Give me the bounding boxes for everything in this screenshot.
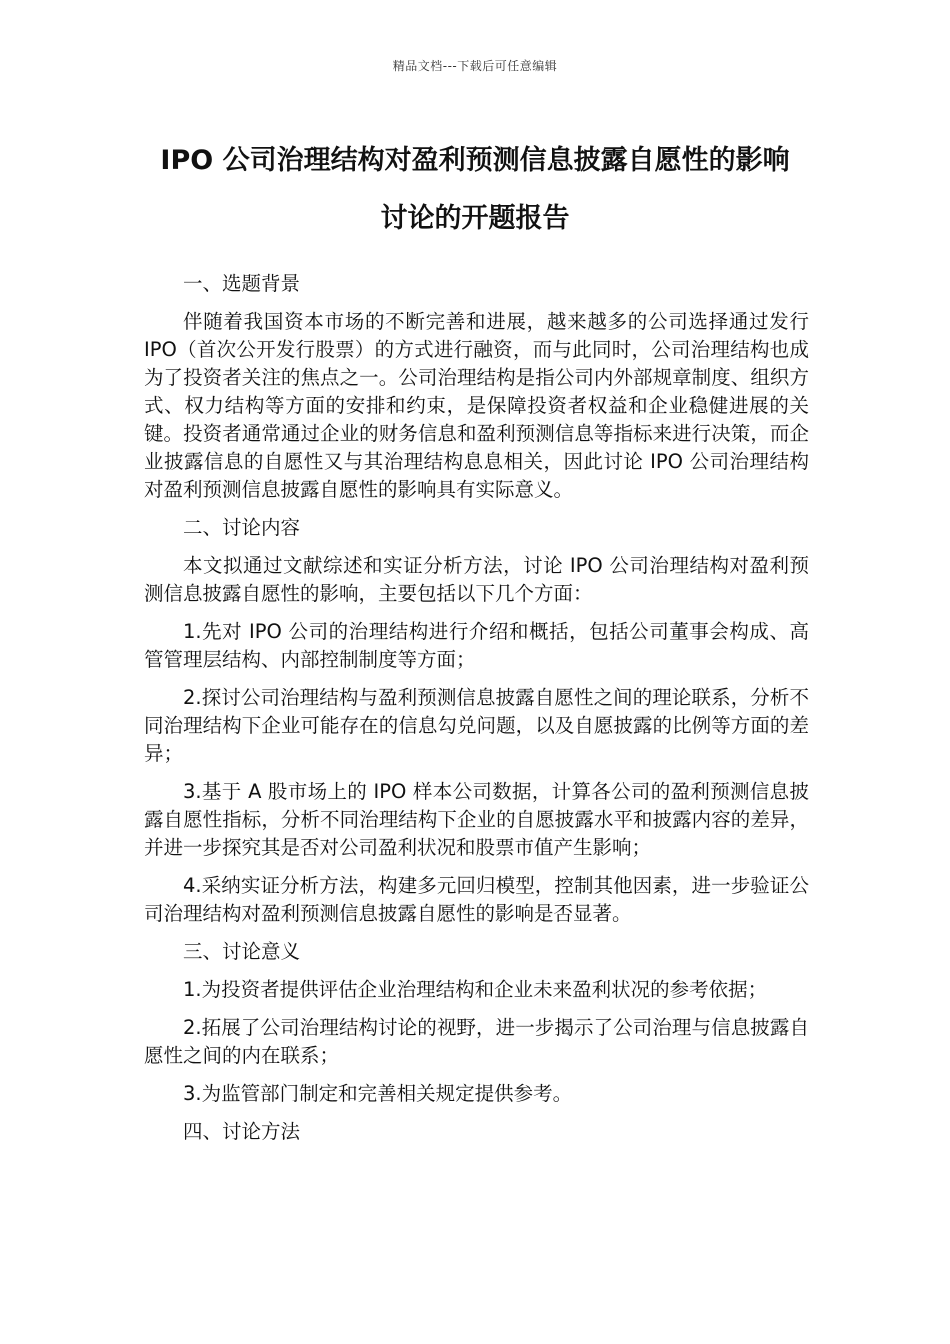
significance-item-2: 2.拓展了公司治理结构讨论的视野，进一步揭示了公司治理与信息披露自愿性之间的内在联系；: [144, 1016, 809, 1067]
section-heading-significance: 三、讨论意义: [183, 940, 301, 963]
content-item-4: 4.采纳实证分析方法，构建多元回归模型，控制其他因素，进一步验证公司治理结构对盈利预测信息披露自愿性的影响是否显著。: [144, 874, 809, 925]
document-title-line-2: 讨论的开题报告: [380, 203, 570, 234]
section-heading-method: 四、讨论方法: [183, 1120, 301, 1143]
content-intro-paragraph: 本文拟通过文献综述和实证分析方法，讨论 IPO 公司治理结构对盈利预测信息披露自愿性的影响，主要包括以下几个方面：: [144, 554, 809, 605]
section-heading-content: 二、讨论内容: [183, 516, 301, 539]
document-body: [144, 270, 809, 1156]
background-paragraph: 伴随着我国资本市场的不断完善和进展，越来越多的公司选择通过发行 IPO（首次公开发行股票）的方式进行融资，而与此同时，公司治理结构也成为了投资者关注的焦点之一。公司治理结构是指公司内外部规章制度、组织方式、权力结构等方面的安排和约束，是保障投资者权益和企业稳健进展的关键。投资者通常通过企业的财务信息和盈利预测信息等指标来进行决策，而企业披露信息的自愿性又与其治理结构息息相关，因此讨论 IPO 公司治理结构对盈利预测信息披露自愿性的影响具有实际意义。: [144, 310, 809, 501]
content-item-1: 1.先对 IPO 公司的治理结构进行介绍和概括，包括公司董事会构成、高管管理层结构、内部控制制度等方面；: [144, 620, 809, 671]
significance-item-1: 1.为投资者提供评估企业治理结构和企业未来盈利状况的参考依据；: [183, 978, 768, 1001]
header-note: 精品文档---下载后可任意编辑: [392, 59, 558, 73]
section-heading-background: 一、选题背景: [183, 272, 301, 295]
content-item-3: 3.基于 A 股市场上的 IPO 样本公司数据，计算各公司的盈利预测信息披露自愿性指标，分析不同治理结构下企业的自愿披露水平和披露内容的差异，并进一步探究其是否对公司盈利状况和股票市值产生影响；: [144, 780, 809, 859]
document-title-line-1: IPO 公司治理结构对盈利预测信息披露自愿性的影响: [160, 145, 790, 176]
significance-item-3: 3.为监管部门制定和完善相关规定提供参考。: [183, 1082, 573, 1105]
content-item-2: 2.探讨公司治理结构与盈利预测信息披露自愿性之间的理论联系，分析不同治理结构下企业可能存在的信息勾兑问题，以及自愿披露的比例等方面的差异；: [144, 686, 809, 765]
